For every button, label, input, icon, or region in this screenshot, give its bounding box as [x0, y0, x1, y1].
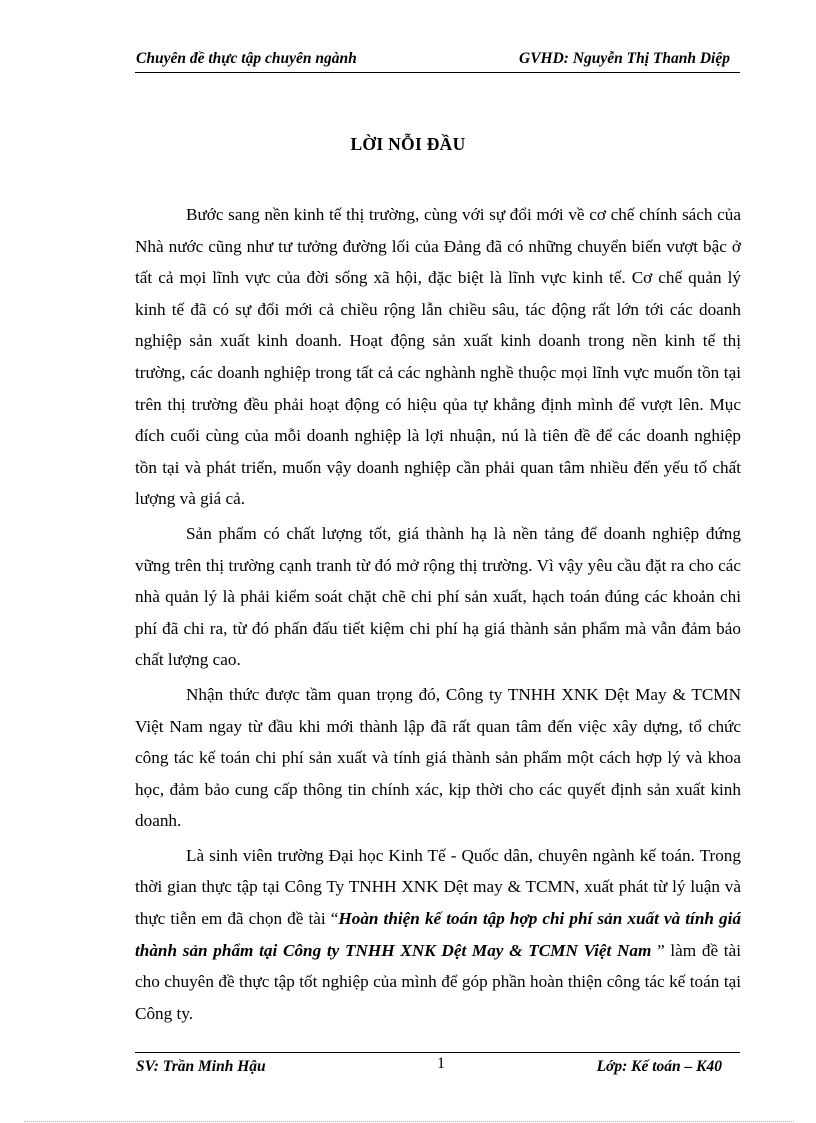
paragraph-4-intro: Là sinh viên trường Đại học Kinh Tế - Quốc dân, chuyên ngành kế toán. Trong thời gian thực tập tại Công Ty TNHH XNK Dệt may & TCMN, xuất phát từ lý luận và thực tiễn em đã chọn đề tài “	[135, 845, 741, 929]
paragraph-4	[135, 840, 741, 1030]
page-bottom-edge	[24, 1121, 794, 1122]
header-course-title: Chuyên đề thực tập chuyên ngành	[136, 50, 357, 67]
page-footer	[135, 1052, 740, 1083]
page-header	[135, 46, 740, 73]
page-title: LỜI NỖI ĐẦU	[350, 134, 466, 154]
paragraph-2: Sản phẩm có chất lượng tốt, giá thành hạ là nền tảng để doanh nghiệp đứng vững trên thị trường cạnh tranh từ đó mở rộng thị trường. Vì vậy yêu cầu đặt ra cho các nhà quản lý là phải kiểm soát chặt chẽ chi phí sản xuất, hạch toán đúng các khoản chi phí đã chi ra, từ đó phấn đấu tiết kiệm chi phí hạ giá thành sản phẩm mà vẫn đảm bảo chất lượng cao.	[135, 523, 741, 670]
header-supervisor: GVHD: Nguyễn Thị Thanh Diệp	[519, 50, 730, 67]
thesis-topic: Hoàn thiện kế toán tập hợp chi phí sản xuất và tính giá thành sản phẩm tại Công ty TNHH XNK Dệt May & TCMN Việt Nam	[135, 909, 741, 960]
page-number: 1	[437, 1055, 445, 1072]
paragraph-1: Bước sang nền kinh tế thị trường, cùng với sự đổi mới về cơ chế chính sách của Nhà nước cũng như tư tưởng đường lối của Đảng đã có những chuyển biến vượt bậc ở tất cả mọi lĩnh vực của đời sống xã hội, đặc biệt là lĩnh vực kinh tế. Cơ chế quản lý kinh tế đã có sự đổi mới cả chiều rộng lẫn chiều sâu, tác động rất lớn tới các doanh nghiệp sản xuất kinh doanh. Hoạt động sản xuất kinh doanh trong nền kinh tế thị trường, các doanh nghiệp trong tất cả các nghành nghề thuộc mọi lĩnh vực muốn tồn tại trên thị trường đều phải hoạt động có hiệu qủa tự khẳng định mình để vượt lên. Mục đích cuối cùng của mỗi doanh nghiệp là lợi nhuận, nú là tiên đề để các doanh nghiệp tồn tại và phát triển, muốn vậy doanh nghiệp cần phải quan tâm nhiều đến yếu tố chất lượng và giá cả.	[135, 205, 741, 509]
footer-student: SV: Trần Minh Hậu	[136, 1058, 266, 1075]
paragraph-3: Nhận thức được tầm quan trọng đó, Công ty TNHH XNK Dệt May & TCMN Việt Nam ngay từ đầu khi mới thành lập đã rất quan tâm đến việc xây dựng, tổ chức công tác kế toán chi phí sản xuất và tính giá thành sản phẩm một cách hợp lý và khoa học, đảm bảo cung cấp thông tin chính xác, kịp thời cho các quyết định sản xuất kinh doanh.	[135, 684, 741, 831]
footer-class: Lớp: Kế toán – K40	[596, 1058, 722, 1075]
paragraph-4-end: ” làm đề tài cho chuyên đề thực tập tốt nghiệp của mình để góp phần hoàn thiện công tác kế toán tại Công ty.	[135, 940, 741, 1023]
document-body	[135, 199, 741, 1029]
